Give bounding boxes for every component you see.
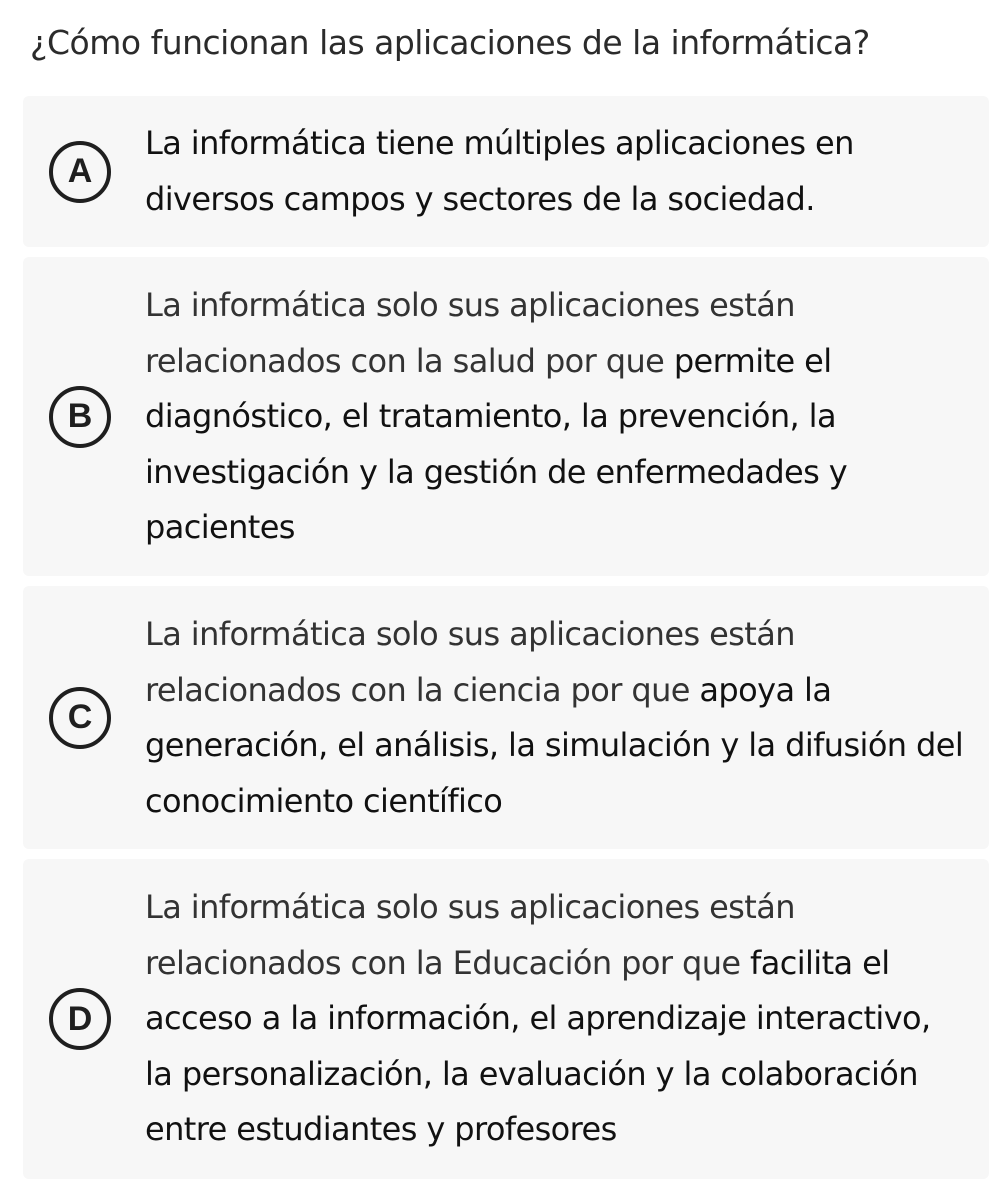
option-text-plain: La informática solo sus aplicaciones están relacionados con la ciencia por que: [145, 615, 795, 709]
option-text-rest: facilita el acceso a la información, el aprendizaje interactivo, la personalización, la evaluación y la colaboración entre estudiantes y profesores: [145, 943, 931, 1148]
option-text: [145, 880, 965, 1158]
option-c[interactable]: [23, 586, 989, 849]
option-letter-badge: A: [49, 141, 111, 203]
option-a[interactable]: [23, 96, 989, 247]
option-text-plain: La informática solo sus aplicaciones están relacionados con la Educación por que: [145, 888, 795, 982]
option-letter-badge: B: [49, 386, 111, 448]
option-text-rest: apoya la generación, el análisis, la simulación y la difusión del conocimiento científico: [145, 670, 964, 820]
option-letter-badge: C: [49, 687, 111, 749]
option-b[interactable]: [23, 257, 989, 576]
option-d[interactable]: [23, 859, 989, 1179]
option-text-rest: La informática tiene múltiples aplicaciones en diversos campos y sectores de la sociedad.: [145, 124, 854, 218]
option-text-plain: La informática solo sus aplicaciones están relacionados con la salud por que: [145, 286, 795, 380]
option-text-rest: permite el diagnóstico, el tratamiento, la prevención, la investigación y la gestión de enfermedades y pacientes: [145, 341, 848, 546]
option-text: [145, 607, 965, 829]
option-text: [145, 116, 965, 227]
question-text: ¿Cómo funcionan las aplicaciones de la informática?: [30, 23, 870, 62]
option-letter-badge: D: [49, 988, 111, 1050]
option-text: [145, 278, 965, 556]
